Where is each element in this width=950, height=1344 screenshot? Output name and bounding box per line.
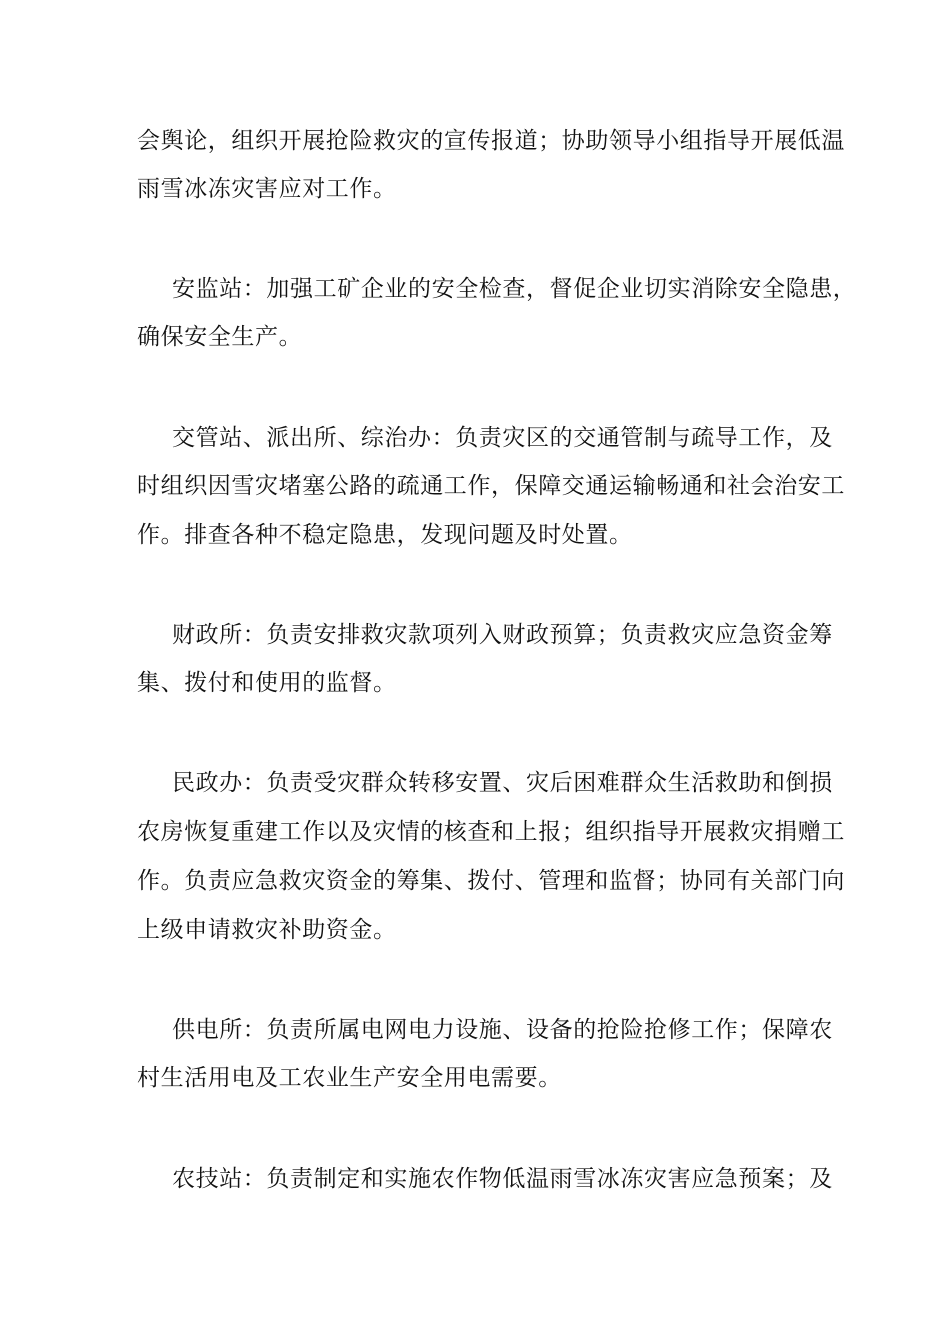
paragraph-traffic-police-line-1: 交管站、派出所、综治办：负责灾区的交通管制与疏导工作，及 [172,425,833,451]
paragraph-agri-tech-line-1: 农技站：负责制定和实施农作物低温雨雪冰冻灾害应急预案；及 [172,1166,833,1192]
paragraph-publicity-line-1: 会舆论，组织开展抢险救灾的宣传报道；协助领导小组指导开展低温 [137,128,845,154]
paragraph-power-supply-line-2: 村生活用电及工农业生产安全用电需要。 [137,1065,562,1091]
paragraph-civil-affairs-line-2: 农房恢复重建工作以及灾情的核查和上报；组织指导开展救灾捐赠工 [137,819,845,845]
paragraph-safety-station-line-1: 安监站：加强工矿企业的安全检查，督促企业切实消除安全隐患， [172,276,857,302]
paragraph-traffic-police-line-3: 作。排查各种不稳定隐患，发现问题及时处置。 [137,522,633,548]
paragraph-finance-line-1: 财政所：负责安排救灾款项列入财政预算；负责救灾应急资金筹 [172,622,833,648]
paragraph-traffic-police-line-2: 时组织因雪灾堵塞公路的疏通工作，保障交通运输畅通和社会治安工 [137,473,845,499]
paragraph-power-supply-line-1: 供电所：负责所属电网电力设施、设备的抢险抢修工作；保障农 [172,1017,833,1043]
paragraph-civil-affairs-line-1: 民政办：负责受灾群众转移安置、灾后困难群众生活救助和倒损 [172,770,833,796]
paragraph-civil-affairs-line-3: 作。负责应急救灾资金的筹集、拨付、管理和监督；协同有关部门向 [137,868,845,894]
paragraph-finance-line-2: 集、拨付和使用的监督。 [137,670,397,696]
paragraph-publicity-line-2: 雨雪冰冻灾害应对工作。 [137,176,397,202]
paragraph-safety-station-line-2: 确保安全生产。 [137,324,303,350]
paragraph-civil-affairs-line-4: 上级申请救灾补助资金。 [137,917,397,943]
